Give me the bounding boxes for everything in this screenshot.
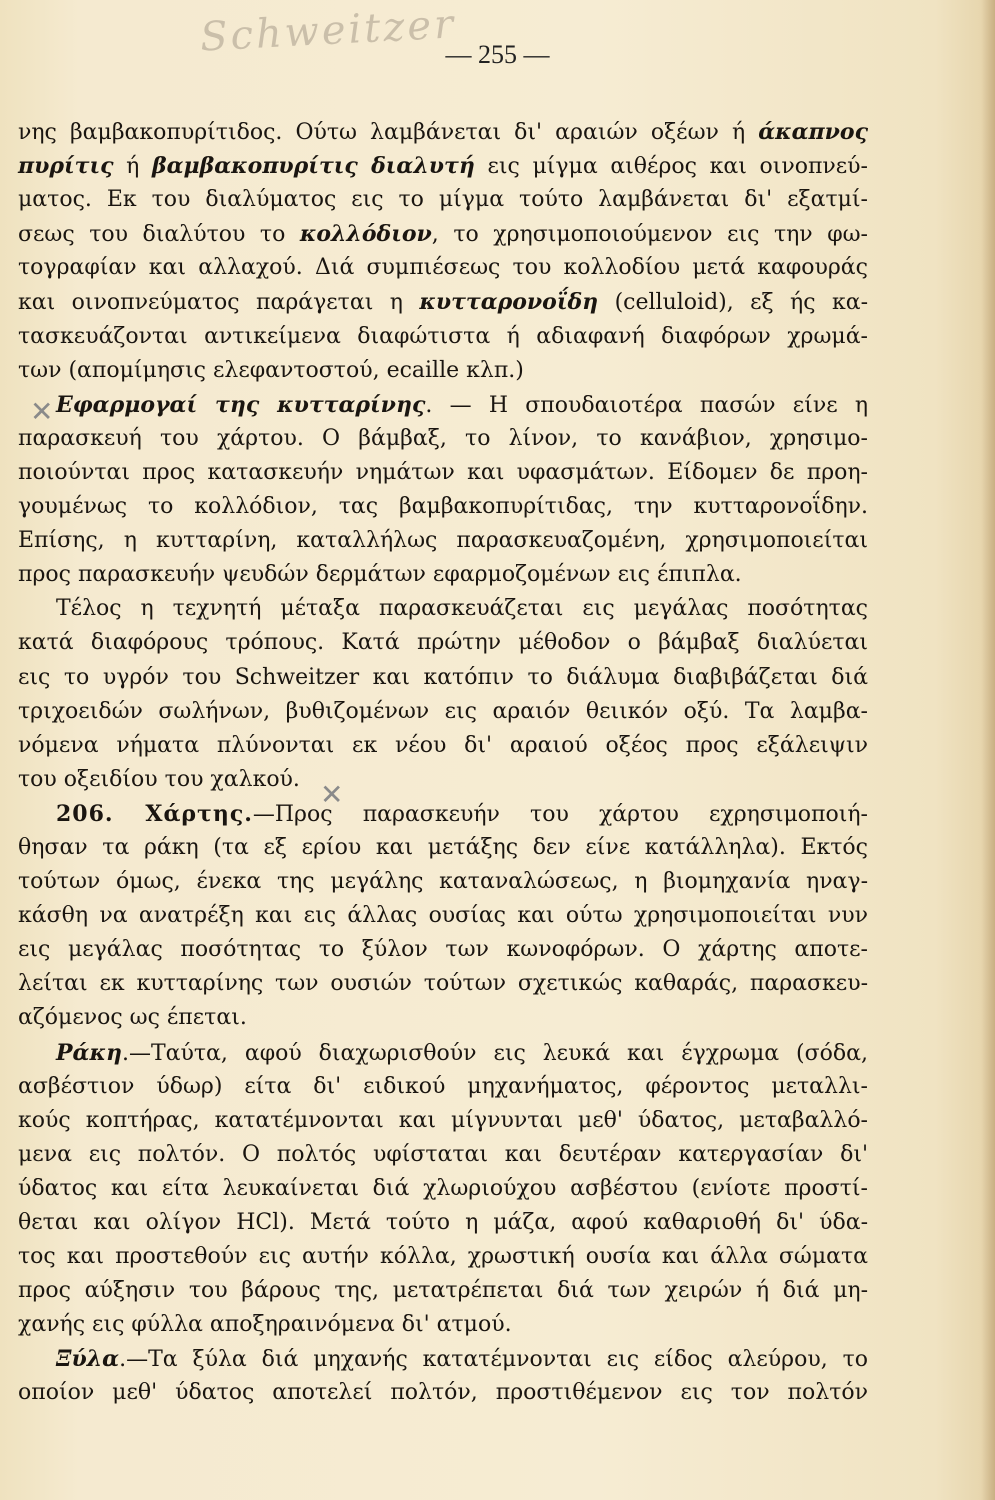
text-line: [18, 626, 868, 660]
handwritten-signature: Schweitzer: [198, 1, 458, 61]
text-segment: γουμένως το κολλόδιον, τας βαμβακοπυρίτιδας, την κυτταρονοΐδην.: [18, 494, 868, 520]
text-line: [18, 1274, 868, 1308]
text-line: [18, 1172, 868, 1206]
text-segment: κατά διαφόρους τρόπους. Κατά πρώτην μέθοδον ο βάμβαξ διαλύεται: [18, 630, 868, 656]
text-segment: ύδατος και είτα λευκαίνεται διά χλωριούχου ασβέστου (ενίοτε προστί-: [18, 1175, 868, 1201]
text-segment: θεται και ολίγον HCl). Μετά τούτο η μάζα, αφού καθαριοθή δι' ύδα-: [18, 1210, 868, 1235]
text-line: [18, 661, 868, 695]
text-segment: ή: [113, 154, 152, 180]
text-segment: κάσθη να ανατρέξη και εις άλλας ουσίας και ούτω χρησιμοποιείται νυν: [18, 903, 868, 929]
text-line: [18, 865, 868, 899]
text-line: [18, 183, 868, 217]
text-line: [18, 831, 868, 865]
text-line: [18, 729, 868, 763]
text-segment: εις μεγάλας ποσότητας το ξύλον των κωνοφόρων. Ο χάρτης αποτε-: [18, 937, 868, 963]
text-line: [18, 1376, 868, 1410]
text-segment: τος και προστεθούν εις αυτήν κόλλα, χρωστική ουσία και άλλα σώματα: [18, 1244, 868, 1270]
text-line: [18, 899, 868, 933]
text-segment: .—Τα ξύλα διά μηχανής κατατέμνονται εις είδος αλεύρου, το: [119, 1347, 868, 1373]
text-segment: ποιούνται προς κατασκευήν νημάτων και υφασμάτων. Είδομεν δε προη-: [18, 459, 868, 485]
text-segment: Επίσης, η κυτταρίνη, καταλλήλως παρασκευαζομένη, χρησιμοποιείται: [18, 528, 868, 554]
emphasized-term: άκαπνος: [758, 119, 868, 145]
emphasized-term: βαμβακοπυρίτις διαλυτή: [151, 153, 475, 180]
emphasized-term: κολλόδιον: [299, 221, 432, 248]
text-line: [18, 933, 868, 967]
text-line: [18, 1001, 868, 1035]
text-segment: νόμενα νήματα πλύνονται εκ νέου δι' αραιού οξέος προς εξάλειψιν: [18, 732, 868, 758]
text-segment: εις το υγρόν του Schweitzer και κατόπιν το διάλυμα διαβιβάζεται διά: [18, 664, 868, 690]
text-segment: νης βαμβακοπυρίτιδος. Ούτω λαμβάνεται δι' αραιών οξέων ή: [18, 120, 759, 145]
text-line: [18, 1070, 868, 1104]
text-line: [18, 797, 868, 831]
text-line: [18, 1206, 868, 1240]
text-line: [18, 967, 868, 1001]
text-segment: ματος. Εκ του διαλύματος εις το μίγμα τούτο λαμβάνεται δι' εξατμί-: [18, 187, 868, 213]
text-line: [18, 558, 868, 592]
text-segment: των (απομίμησις ελεφαντοστού, ecaille κλπ.): [18, 357, 524, 383]
text-segment: (celluloid), εξ ής κα-: [598, 290, 868, 316]
text-line: [18, 422, 868, 456]
text-line: [18, 388, 868, 422]
text-line: [18, 149, 868, 183]
text-line: [18, 115, 868, 149]
text-segment: τριχοειδών σωλήνων, βυθιζομένων εις αραιόν θειικόν οξύ. Τα λαμβα-: [18, 698, 868, 724]
text-segment: τασκευάζονται αντικείμενα διαφώτιστα ή αδιαφανή διαφόρων χρωμά-: [18, 323, 868, 349]
text-segment: εις μίγμα αιθέρος και οινοπνεύ-: [474, 154, 868, 180]
text-segment: παρασκευή του χάρτου. Ο βάμβαξ, το λίνον, το κανάβιον, χρησιμο-: [18, 425, 868, 451]
text-segment: χανής εις φύλλα αποξηραινόμενα δι' ατμού.: [18, 1312, 512, 1338]
text-segment: του οξειδίου του χαλκού.: [18, 766, 300, 792]
text-segment: , το χρησιμοποιούμενον εις την φω-: [431, 222, 868, 248]
emphasized-term: Ξύλα: [56, 1346, 120, 1373]
text-segment: ασβέστιον ύδωρ) είτα δι' ειδικού μηχανήματος, φέροντος μεταλλι-: [18, 1073, 868, 1099]
emphasized-term: Εφαρμογαί της κυτταρίνης: [56, 391, 426, 418]
text-line: [18, 1036, 868, 1070]
text-segment: σεως του διαλύτου το: [18, 222, 300, 248]
pencil-x-mark: ✕: [30, 395, 54, 428]
text-line: [18, 1138, 868, 1172]
text-segment: .—Ταύτα, αφού διαχωρισθούν εις λευκά και έγχρωμα (σόδα,: [121, 1040, 868, 1066]
text-line: [18, 285, 868, 319]
text-segment: και οινοπνεύματος παράγεται η: [18, 290, 420, 316]
text-segment: οποίον μεθ' ύδατος αποτελεί πολτόν, προστιθέμενον εις τον πολτόν: [18, 1380, 868, 1406]
body-text: [18, 115, 868, 1411]
text-line: [18, 251, 868, 285]
text-line: [18, 456, 868, 490]
text-line: [18, 1342, 868, 1376]
pencil-x-mark: ✕: [320, 778, 344, 811]
text-line: [18, 1308, 868, 1342]
text-segment: αζόμενος ως έπεται.: [18, 1005, 247, 1031]
text-line: [18, 695, 868, 729]
emphasized-term: Ράκη: [56, 1039, 122, 1066]
text-line: [18, 490, 868, 524]
text-line: [18, 1104, 868, 1138]
text-segment: . — Η σπουδαιοτέρα πασών είνε η: [425, 392, 869, 418]
emphasized-term: κυτταρονοΐδη: [419, 289, 599, 316]
text-segment: προς αύξησιν του βάρους της, μετατρέπεται διά των χειρών ή διά μη-: [18, 1278, 868, 1304]
text-segment: κούς κοπτήρας, κατατέμνονται και μίγνυνται μεθ' ύδατος, μεταβαλλό-: [18, 1107, 868, 1133]
text-line: [18, 524, 868, 558]
text-segment: —Προς παρασκευήν του χάρτου εχρησιμοποιή-: [252, 801, 868, 827]
text-line: [18, 354, 868, 388]
text-line: [18, 1240, 868, 1274]
text-segment: προς παρασκευήν ψευδών δερμάτων εφαρμοζομένων εις έπιπλα.: [18, 562, 742, 588]
emphasized-term: πυρίτις: [18, 153, 114, 180]
text-segment: τογραφίαν και αλλαχού. Διά συμπιέσεως του κολλοδίου μετά καφουράς: [18, 255, 868, 281]
text-segment: μενα εις πολτόν. Ο πολτός υφίσταται και δευτέραν κατεργασίαν δι': [18, 1141, 868, 1167]
text-segment: Τέλος η τεχνητή μέταξα παρασκευάζεται εις μεγάλας ποσότητας: [56, 596, 868, 622]
text-line: [18, 320, 868, 354]
text-line: [18, 592, 868, 626]
emphasized-term: 206. Χάρτης.: [56, 800, 253, 827]
text-segment: λείται εκ κυτταρίνης των ουσιών τούτων σχετικώς καθαράς, παρασκευ-: [18, 971, 868, 997]
page-number: — 255 —: [445, 40, 550, 69]
text-line: [18, 763, 868, 797]
text-line: [18, 217, 868, 251]
text-segment: τούτων όμως, ένεκα της μεγάλης καταναλώσεως, η βιομηχανία ηναγ-: [18, 869, 868, 895]
page-edge-shadow: [981, 0, 995, 1500]
text-segment: θησαν τα ράκη (τα εξ ερίου και μετάξης δεν είνε κατάλληλα). Εκτός: [18, 834, 868, 860]
